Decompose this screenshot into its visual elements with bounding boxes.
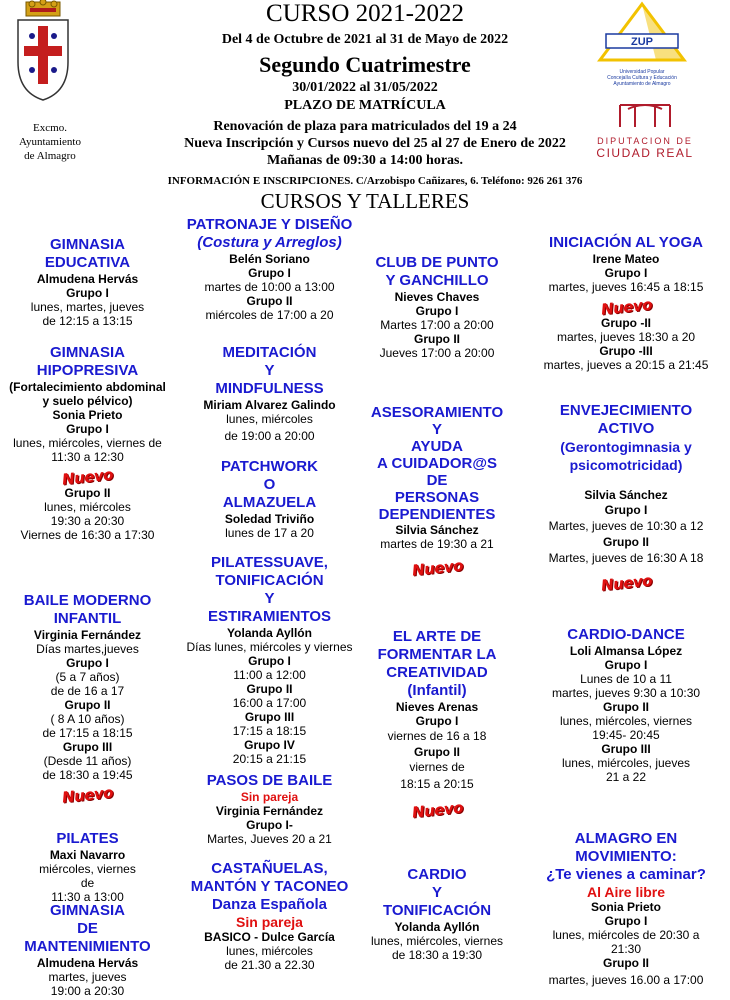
schedule: martes, jueves 16:45 a 18:15 <box>548 280 704 294</box>
course-title: ASESORAMIENTO <box>370 404 504 421</box>
instructor: Nieves Chaves <box>394 290 480 304</box>
group-label: Grupo I <box>604 266 648 280</box>
instructor: BASICO - Dulce García <box>204 930 335 944</box>
course-title: DE <box>77 920 98 937</box>
course-note: (Fortalecimiento abdominal <box>9 380 166 394</box>
schedule: Martes, jueves de 16:30 A 18 <box>548 551 704 565</box>
course-title: INFANTIL <box>53 610 122 627</box>
group-label: Grupo -II <box>601 316 651 330</box>
course-title: CARDIO-DANCE <box>567 626 685 643</box>
page-title: CURSO 2021-2022 <box>266 0 464 27</box>
schedule: lunes, martes, jueves <box>30 300 145 314</box>
course-asesoramiento <box>357 404 517 580</box>
group-label: Grupo I <box>604 914 648 928</box>
schedule: 21:30 <box>610 942 642 956</box>
schedule: Lunes de 10 a 11 <box>580 672 672 686</box>
course-title: PILATES <box>56 830 119 847</box>
course-almagro <box>522 830 730 987</box>
new-badge: Nuevo <box>599 295 653 319</box>
enrollment-title: PLAZO DE MATRÍCULA <box>284 98 446 113</box>
group-label: Grupo II <box>64 698 111 712</box>
course-title: DE <box>426 472 448 489</box>
schedule: viernes de 16 a 18 <box>387 729 487 743</box>
instructor: Virginia Fernández <box>33 628 142 642</box>
schedule: lunes, miércoles, viernes <box>370 934 504 948</box>
course-pasos-baile <box>172 772 367 846</box>
new-badge: Nuevo <box>410 798 464 822</box>
schedule: 16:00 a 17:00 <box>232 696 307 710</box>
schedule: de 18:30 a 19:45 <box>42 768 133 782</box>
course-patronaje <box>172 216 367 322</box>
up-caption-line: Ayuntamiento de Almagro <box>613 81 671 87</box>
schedule: 18:15 a 20:15 <box>400 777 474 791</box>
group-label: Grupo II <box>603 956 649 970</box>
course-yoga <box>522 234 730 372</box>
group-label: Grupo II <box>603 700 649 714</box>
schedule: 19:30 a 20:30 <box>50 514 125 528</box>
group-label: Grupo I <box>604 503 648 517</box>
course-castanuelas <box>172 860 367 972</box>
course-title: ¿Te vienes a caminar? <box>546 866 706 883</box>
group-label: Grupo III <box>601 742 651 756</box>
instructor: Loli Almansa López <box>569 644 683 658</box>
semester-dates: 30/01/2022 al 31/05/2022 <box>292 80 438 95</box>
group-label: Grupo II <box>414 745 460 759</box>
course-baile-infantil <box>0 592 175 807</box>
group-label: Grupo I- <box>246 818 293 832</box>
instructor: Sonia Prieto <box>52 408 123 422</box>
schedule: de 17:15 a 18:15 <box>42 726 133 740</box>
instructor: Silvia Sánchez <box>584 488 668 502</box>
course-dates: Del 4 de Octubre de 2021 al 31 de Mayo de 2022 <box>221 32 509 47</box>
schedule: martes, jueves <box>48 970 127 984</box>
course-title: GIMNASIA <box>50 902 125 919</box>
new-badge: Nuevo <box>410 556 464 580</box>
instructor: Maxi Navarro <box>49 848 126 862</box>
course-title: PATCHWORK <box>221 458 318 475</box>
course-title: ACTIVO <box>597 420 655 437</box>
schedule: lunes, miércoles de 20:30 a <box>552 928 700 942</box>
schedule: 19:45- 20:45 <box>592 728 660 742</box>
group-label: Grupo I <box>248 654 291 668</box>
instructor: Almudena Hervás <box>36 272 139 286</box>
instructor: Soledad Triviño <box>224 512 315 526</box>
group-label: Grupo III <box>244 710 295 724</box>
schedule: martes, jueves 18:30 a 20 <box>556 330 696 344</box>
course-title: FORMENTAR LA <box>377 646 497 663</box>
ayuntamiento-caption <box>0 121 100 163</box>
up-caption-line: Concejalía Cultura y Educación <box>607 75 677 81</box>
schedule: 21 a 22 <box>605 770 647 784</box>
age-range: (5 a 7 años) <box>55 670 120 684</box>
course-hipopresiva <box>0 344 175 542</box>
schedule: Viernes de 16:30 a 17:30 <box>20 528 155 542</box>
course-pilates <box>0 830 175 904</box>
group-label: Grupo II <box>246 294 293 308</box>
course-title: ALMAGRO EN <box>574 830 678 847</box>
schedule: martes, jueves a 20:15 a 21:45 <box>543 358 709 372</box>
schedule: lunes, miércoles <box>226 412 313 426</box>
schedule: lunes, miércoles, jueves <box>561 756 691 770</box>
course-envejecimiento <box>522 402 730 595</box>
note-red: Sin pareja <box>236 914 303 930</box>
course-subtitle: (Gerontogimnasia y <box>560 439 692 455</box>
schedule: Martes, Jueves 20 a 21 <box>207 832 332 846</box>
instructor: Belén Soriano <box>229 252 310 266</box>
instructor: Yolanda Ayllón <box>394 920 480 934</box>
course-title: O <box>263 476 276 493</box>
group-label: Grupo II <box>246 682 293 696</box>
schedule: lunes, miércoles, viernes de <box>13 436 162 450</box>
group-label: Grupo -III <box>599 344 653 358</box>
course-title: Y <box>264 590 275 607</box>
group-label: Grupo I <box>66 286 109 300</box>
schedule: 19:00 a 20:30 <box>50 984 125 998</box>
course-title: ESTIRAMIENTOS <box>207 608 332 625</box>
diputacion-line: CIUDAD REAL <box>596 146 694 160</box>
course-title: PASOS DE BAILE <box>206 772 333 789</box>
group-label: Grupo I <box>415 714 459 728</box>
course-title: TONIFICACIÓN <box>215 572 324 589</box>
schedule: de <box>80 876 95 890</box>
course-title: CARDIO <box>407 866 467 883</box>
schedule: martes, jueves 9:30 a 10:30 <box>551 686 701 700</box>
course-title: MEDITACIÓN <box>222 344 317 361</box>
course-title: AYUDA <box>411 438 463 455</box>
group-label: Grupo III <box>62 740 113 754</box>
course-subtitle: Danza Española <box>211 896 328 913</box>
course-title: PILATESSUAVE, <box>211 554 328 571</box>
course-title: EL ARTE DE <box>392 628 482 645</box>
schedule: 11:30 a 12:30 <box>51 450 124 464</box>
schedule: lunes, miércoles <box>226 944 313 958</box>
schedule: de 19:00 a 20:00 <box>224 429 315 443</box>
group-label: Grupo II <box>64 486 111 500</box>
instructor: Nieves Arenas <box>395 700 479 714</box>
course-title: CLUB DE PUNTO <box>375 254 499 271</box>
course-meditacion <box>172 344 367 443</box>
hours-line: Mañanas de 09:30 a 14:00 horas. <box>266 153 463 168</box>
instructor: Virginia Fernández <box>215 804 324 818</box>
note-red: Sin pareja <box>240 790 299 804</box>
course-subtitle: (Costura y Arreglos) <box>197 234 342 251</box>
semester-title: Segundo Cuatrimestre <box>259 52 471 77</box>
diputacion-line: DIPUTACION DE <box>597 136 693 146</box>
course-subtitle: psicomotricidad) <box>569 457 683 473</box>
course-title: INICIACIÓN AL YOGA <box>549 234 703 251</box>
group-label: Grupo I <box>66 656 109 670</box>
course-title: CASTAÑUELAS, <box>211 860 328 877</box>
course-mantenimiento <box>0 902 175 998</box>
caption-line: Ayuntamiento <box>19 136 81 148</box>
note-red: Al Aire libre <box>586 884 666 900</box>
schedule: de de 16 a 17 <box>50 684 125 698</box>
schedule: Jueves 17:00 a 20:00 <box>379 346 495 360</box>
course-arte <box>357 628 517 822</box>
course-title: GIMNASIA <box>50 236 125 253</box>
course-club-punto <box>357 254 517 360</box>
course-title: BAILE MODERNO <box>23 592 152 609</box>
age-range: (Desde 11 años) <box>43 754 132 768</box>
svg-text:ZUP: ZUP <box>631 36 653 48</box>
group-label: Grupo I <box>604 658 648 672</box>
course-cardio <box>357 866 517 962</box>
course-pilates-suave <box>172 554 367 766</box>
courses-title: CURSOS Y TALLERES <box>260 189 470 213</box>
schedule: 20:15 a 21:15 <box>232 752 307 766</box>
course-title: Y <box>431 884 442 901</box>
instructor: Sonia Prieto <box>590 900 661 914</box>
course-title: ENVEJECIMIENTO <box>559 402 693 419</box>
course-title: EDUCATIVA <box>44 254 131 271</box>
instructor: Miriam Alvarez Galindo <box>203 398 336 412</box>
caption-line: Excmo. <box>33 122 67 134</box>
schedule: Días martes,jueves <box>36 642 139 656</box>
course-title: MANTENIMIENTO <box>24 938 151 955</box>
schedule: de 18:30 a 19:30 <box>391 948 483 962</box>
course-note: y suelo pélvico) <box>42 394 133 408</box>
group-label: Grupo I <box>248 266 291 280</box>
course-title: MOVIMIENTO: <box>575 848 677 865</box>
schedule: viernes de <box>409 760 465 774</box>
new-badge: Nuevo <box>61 465 114 489</box>
renewal-line: Renovación de plaza para matriculados del 19 a 24 <box>213 119 517 134</box>
course-title: Y <box>264 362 275 379</box>
course-title: MANTÓN Y TACONEO <box>190 878 349 895</box>
course-title: PATRONAJE Y DISEÑO <box>186 216 353 233</box>
course-title: DEPENDIENTES <box>378 506 496 523</box>
group-label: Grupo II <box>414 332 460 346</box>
group-label: Grupo II <box>603 535 649 549</box>
schedule: Días lunes, miércoles y viernes <box>186 640 353 654</box>
course-title: PERSONAS <box>394 489 480 506</box>
schedule: 11:00 a 12:00 <box>233 668 306 682</box>
schedule: de 12:15 a 13:15 <box>42 314 133 328</box>
schedule: martes de 19:30 a 21 <box>380 537 494 551</box>
schedule: 17:15 a 18:15 <box>232 724 307 738</box>
course-title: ALMAZUELA <box>222 494 317 511</box>
schedule: martes, jueves 16.00 a 17:00 <box>548 973 704 987</box>
new-inscription-line: Nueva Inscripción y Cursos nuevo del 25 al 27 de Enero de 2022 <box>184 136 566 151</box>
course-title: MINDFULNESS <box>215 380 324 397</box>
course-title: HIPOPRESIVA <box>36 362 139 379</box>
info-line: INFORMACIÓN E INSCRIPCIONES. C/Arzobispo Cañizares, 6. Teléfono: 926 261 376 <box>167 175 583 187</box>
course-title: Y GANCHILLO <box>385 272 489 289</box>
group-label: Grupo I <box>66 422 109 436</box>
schedule: lunes, miércoles, viernes <box>559 714 693 728</box>
schedule: Martes, jueves de 10:30 a 12 <box>548 519 704 533</box>
course-title: Y <box>431 421 442 438</box>
schedule: lunes, miércoles <box>44 500 131 514</box>
instructor: Almudena Hervás <box>36 956 139 970</box>
schedule: 11:30 a 13:00 <box>51 890 124 904</box>
up-caption-line: Universidad Popular <box>619 69 665 75</box>
course-patchwork <box>172 458 367 540</box>
schedule: lunes de 17 a 20 <box>225 526 314 540</box>
schedule: de 21.30 a 22.30 <box>224 958 315 972</box>
new-badge: Nuevo <box>599 571 653 595</box>
schedule: miércoles, viernes <box>39 862 136 876</box>
instructor: Irene Mateo <box>592 252 660 266</box>
schedule: miércoles de 17:00 a 20 <box>205 308 334 322</box>
course-title: (Infantil) <box>407 682 467 699</box>
coat-of-arms-logo <box>12 0 74 104</box>
group-label: Grupo I <box>415 304 459 318</box>
new-badge: Nuevo <box>61 783 114 807</box>
course-cardio-dance <box>522 626 730 784</box>
age-range: ( 8 A 10 años) <box>50 712 125 726</box>
course-gimnasia-educativa <box>0 236 175 328</box>
schedule: Martes 17:00 a 20:00 <box>380 318 494 332</box>
caption-line: de Almagro <box>24 150 76 162</box>
course-title: A CUIDADOR@S <box>377 455 497 472</box>
course-title: GIMNASIA <box>50 344 125 361</box>
group-label: Grupo IV <box>244 738 295 752</box>
instructor: Silvia Sánchez <box>395 523 479 537</box>
schedule: martes de 10:00 a 13:00 <box>204 280 335 294</box>
instructor: Yolanda Ayllón <box>227 626 312 640</box>
course-title: TONIFICACIÓN <box>382 902 492 919</box>
course-title: CREATIVIDAD <box>386 664 488 681</box>
